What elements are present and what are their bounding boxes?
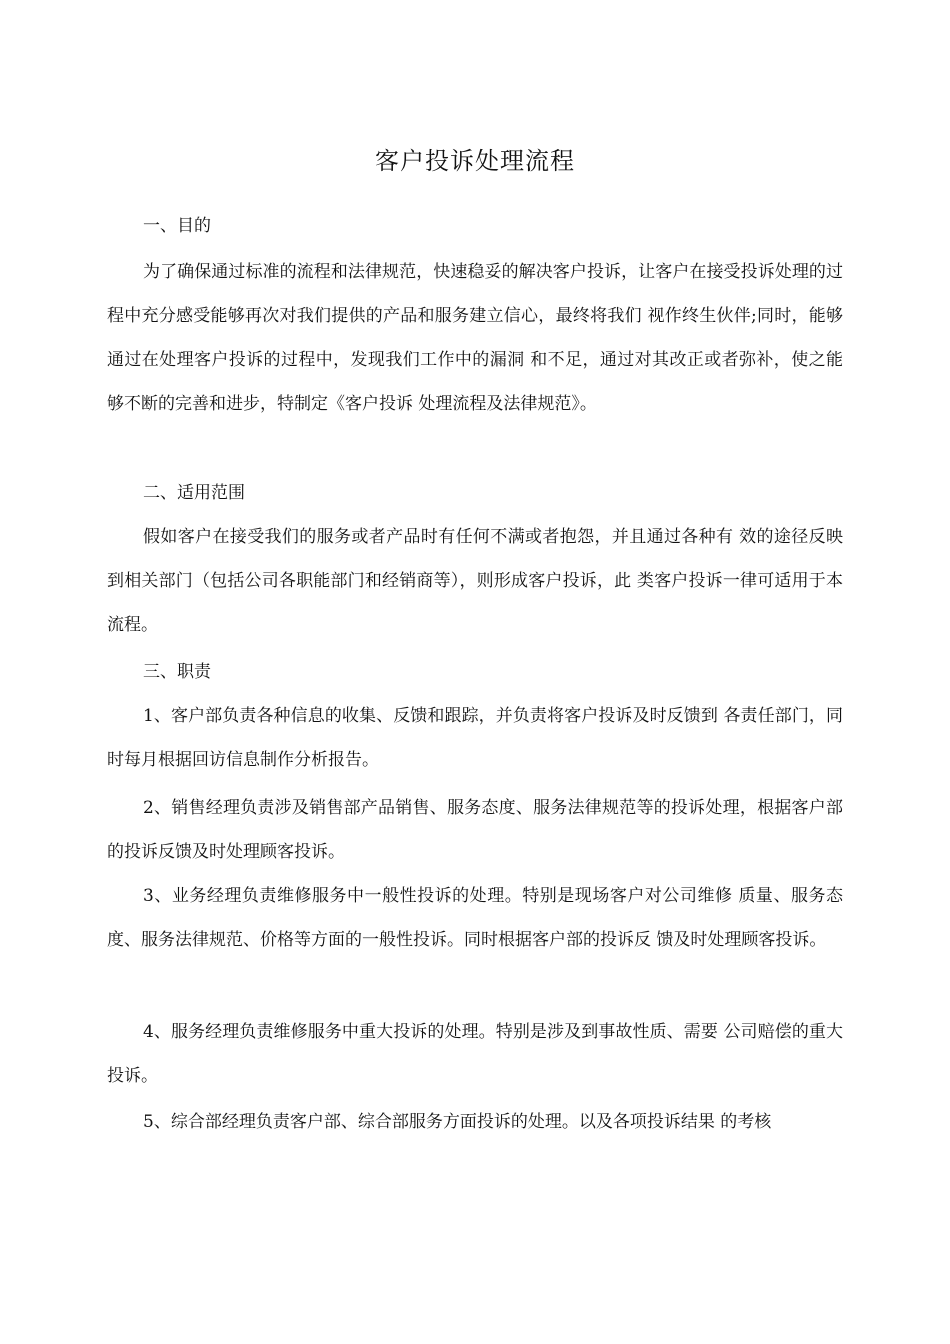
section-heading-purpose: 一、目的 (143, 216, 211, 236)
paragraph-duty-2: 2、销售经理负责涉及销售部产品销售、服务态度、服务法律规范等的投诉处理，根据客户部的投诉反馈及时处理顾客投诉。 (107, 798, 843, 862)
paragraph-scope: 假如客户在接受我们的服务或者产品时有任何不满或者抱怨，并且通过各种有 效的途径反映到相关部门（包括公司各职能部门和经销商等），则形成客户投诉，此 类客户投诉一律可适用于本流程。 (107, 527, 843, 635)
page-title: 客户投诉处理流程 (375, 147, 575, 175)
section-heading-duties: 三、职责 (143, 662, 211, 682)
paragraph-duty-1: 1、客户部负责各种信息的收集、反馈和跟踪，并负责将客户投诉及时反馈到 各责任部门，同时每月根据回访信息制作分析报告。 (107, 706, 843, 770)
paragraph-duty-5: 5、综合部经理负责客户部、综合部服务方面投诉的处理。以及各项投诉结果 的考核 (143, 1112, 772, 1132)
paragraph-duty-3: 3、业务经理负责维修服务中一般性投诉的处理。特别是现场客户对公司维修 质量、服务态度、服务法律规范、价格等方面的一般性投诉。同时根据客户部的投诉反 馈及时处理顾客投诉。 (107, 886, 843, 950)
section-heading-scope: 二、适用范围 (143, 483, 245, 503)
paragraph-purpose: 为了确保通过标准的流程和法律规范，快速稳妥的解决客户投诉，让客户在接受投诉处理的过程中充分感受能够再次对我们提供的产品和服务建立信心，最终将我们 视作终生伙伴;同时，能够通过在处理客户投诉的过程中，发现我们工作中的漏洞 和不足，通过对其改正或者弥补，使之能够不断的完善和进步，特制定《客户投诉 处理流程及法律规范》。 (107, 262, 843, 414)
paragraph-duty-4: 4、服务经理负责维修服务中重大投诉的处理。特别是涉及到事故性质、需要 公司赔偿的重大投诉。 (107, 1022, 843, 1086)
